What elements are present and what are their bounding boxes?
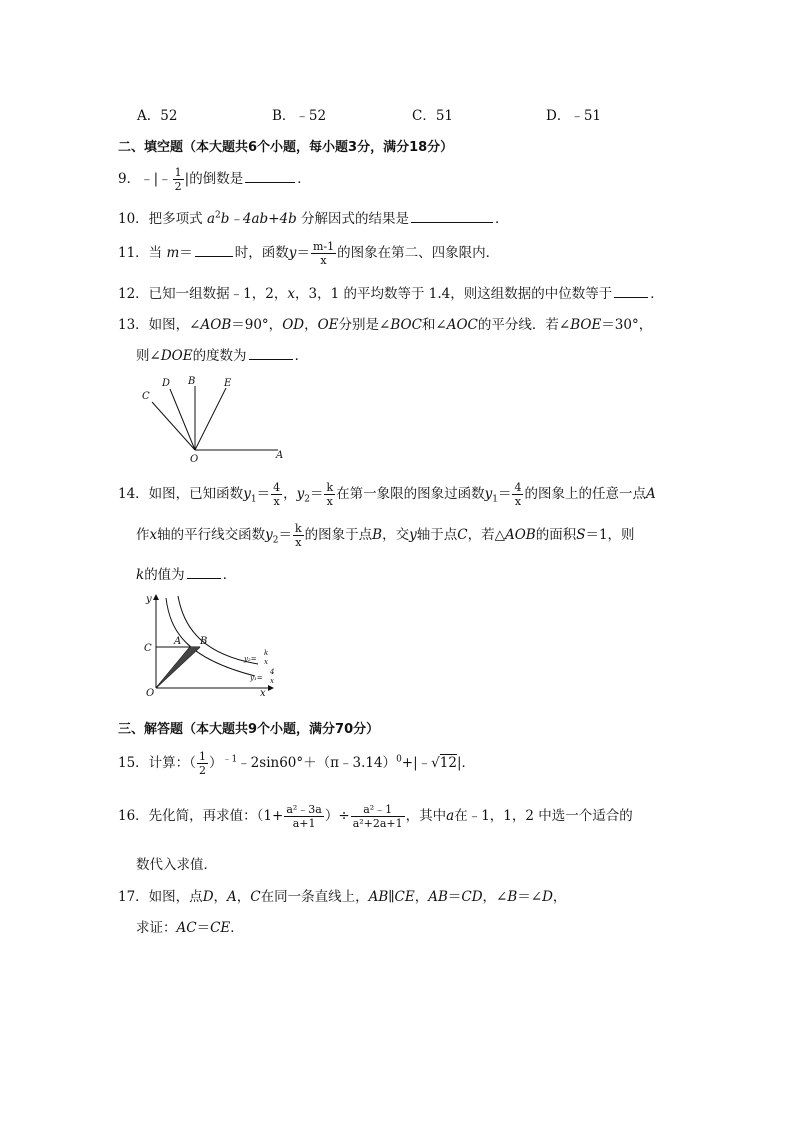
question-14-line2: 作x轴的平行线交函数$y_2=$ $\frac{k}{x}$ 的图象于点B，交y轴于点C，若△AOB的面积S＝1，则 (136, 522, 635, 549)
ray-oe (195, 388, 226, 450)
label-c: C (144, 643, 152, 654)
question-15: 15．计算：（ $\frac{1}{2}$ ）$^{﹣1}$﹣2sin60°＋（π﹣3.14）$^0$+|﹣√12|． (118, 750, 476, 777)
label-y: y (146, 594, 152, 605)
ray-oc (152, 402, 195, 450)
question-14-line3: k的值为 ． (136, 567, 237, 583)
label-o: O (146, 688, 155, 699)
legend-x: x (264, 658, 268, 666)
question-12: 12．已知一组数据﹣1，2，x，3，1 的平均数等于 1.4，则这组数据的中位数等于 ． (118, 286, 664, 302)
answer-blank (411, 210, 493, 223)
answer-blank (245, 170, 295, 183)
option-b: B．﹣52 (272, 108, 327, 124)
question-9: 9．﹣|﹣ $\frac{1}{2}$ |的倒数是 ． (118, 166, 311, 193)
label-x: x (260, 688, 266, 699)
section-3-title: 三、解答题（本大题共9个小题，满分70分） (118, 722, 380, 737)
figure-14 (140, 590, 290, 700)
option-a: A．52 (137, 108, 178, 124)
question-13-line2: 则∠DOE的度数为 ． (136, 348, 309, 364)
figure-13 (130, 372, 300, 467)
option-d: D．﹣51 (546, 108, 602, 124)
question-17: 17．如图，点D，A，C在同一条直线上，AB∥CE，AB＝CD，∠B＝∠D， (118, 889, 567, 905)
label-o: O (190, 454, 199, 465)
answer-blank (195, 244, 233, 257)
legend-4: 4 (270, 668, 275, 676)
legend-y2: y₂= (244, 655, 257, 663)
label-b: B (200, 636, 208, 647)
legend-y1: y₁= (250, 674, 263, 682)
section-2-title: 二、填空题（本大题共6个小题，每小题3分，满分18分） (118, 140, 454, 155)
answer-blank (614, 285, 648, 298)
option-c: C．51 (412, 108, 454, 124)
x-arrow (268, 685, 274, 691)
question-13: 13．如图，∠AOB＝90°，OD，OE分别是∠BOC和∠AOC的平分线．若∠BOE＝30°， (118, 317, 653, 333)
sqrt-sign: √ (431, 755, 440, 771)
question-10: 10．把多项式 $a^2b﹣4ab+4b$ 分解因式的结果是 ． (118, 210, 509, 227)
label-a: A (276, 450, 284, 461)
label-c: C (142, 391, 150, 402)
label-e: E (224, 378, 232, 389)
question-17-line2: 求证：AC＝CE． (136, 920, 244, 936)
label-b: B (188, 376, 196, 387)
y-arrow (153, 594, 159, 600)
question-14: 14．如图，已知函数$y_1=$ $\frac{4}{x}$ ，$y_2=$ $\frac{k}{x}$ 在第一象限的图象过函数$y_1=$ $\frac{4}{x}$ 的图象上的任意一点A (118, 481, 656, 508)
legend-k: k (264, 649, 269, 657)
legend-x2: x (270, 677, 274, 685)
answer-blank (187, 566, 221, 579)
question-16-line2: 数代入求值． (136, 857, 217, 873)
question-16: 16．先化简，再求值：（1+ $\frac{\text{a²﹣3a}}{a+1}$ ）÷ $\frac{\text{a²﹣1}}{\text{a²+2a+1}}$ ，其中a在﹣1，1，2 中选一个适合的 (118, 803, 633, 830)
ray-od (170, 389, 195, 450)
label-d: D (162, 378, 171, 389)
label-a: A (174, 636, 182, 647)
answer-blank (249, 347, 293, 360)
question-11: 11．当 m＝ 时，函数y＝ $\frac{m-1}{x}$ 的图象在第二、四象限内． (118, 240, 500, 267)
